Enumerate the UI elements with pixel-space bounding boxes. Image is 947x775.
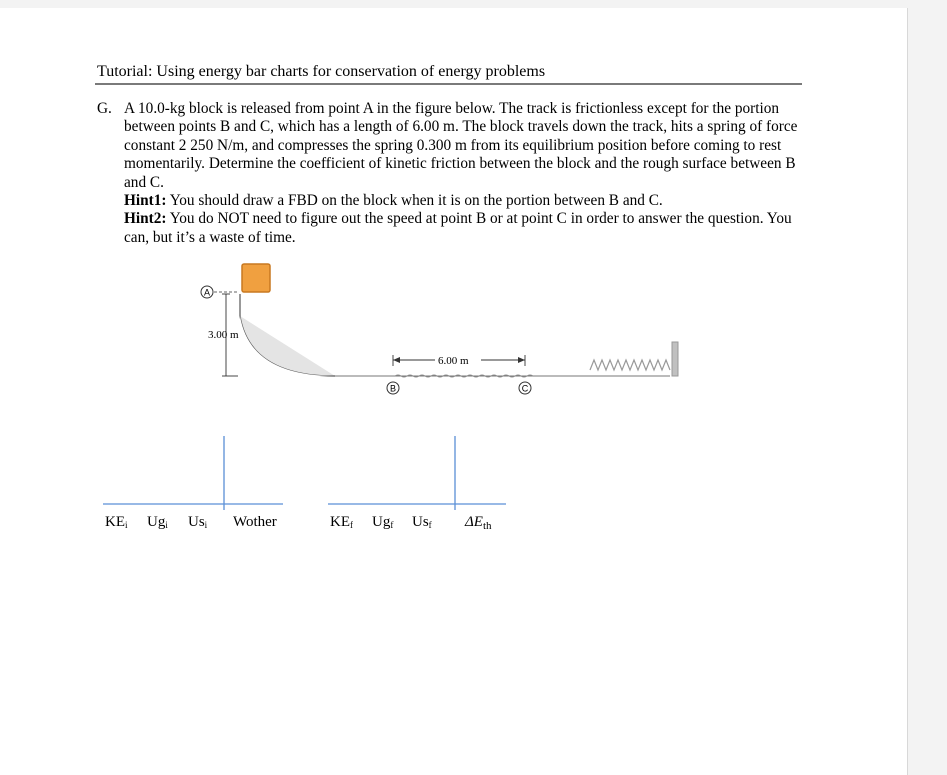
track-figure (180, 258, 700, 408)
hint-2 (124, 210, 807, 247)
hint-1 (124, 192, 807, 210)
spring (590, 360, 670, 370)
block (242, 264, 270, 292)
point-c-label: C (521, 383, 529, 394)
us-final-label: Usf (412, 514, 432, 530)
hint-1-text: You should draw a FBD on the block when it is on the portion between B and C. (166, 192, 663, 210)
hint-2-label: Hint2: (124, 210, 167, 228)
ug-initial-label: Ugi (147, 514, 168, 530)
ke-final-label: KEf (330, 514, 353, 530)
problem-text: A 10.0-kg block is released from point A in the figure below. The track is frictionless except for the portion between points B and C, which has a length of 6.00 m. The block travels down the track, hits a spring of force constant 2 250 N/m, and compresses the spring 0.300 m from its equilibrium position before coming to rest momentarily. Determine the coefficient of kinetic friction between the block and the rough surface between B and C. (124, 100, 798, 191)
ug-final-label: Ugf (372, 514, 394, 530)
height-label: 3.00 m (208, 329, 239, 341)
problem-statement (97, 100, 807, 247)
ke-initial-label: KEi (105, 514, 128, 530)
initial-energy-bar-chart (100, 432, 290, 512)
us-initial-label: Usi (188, 514, 208, 530)
spring-wall (672, 342, 678, 376)
length-label: 6.00 m (438, 355, 469, 367)
hint-1-label: Hint1: (124, 192, 167, 210)
point-b-label: B (389, 383, 397, 394)
hint-2-text: You do NOT need to figure out the speed at point B or at point C in order to answer the question. You can, but it’s a waste of time. (124, 210, 792, 246)
title-underline (95, 83, 802, 85)
final-energy-bar-chart (325, 432, 515, 512)
w-other-label: Wother (233, 514, 277, 530)
delta-e-thermal-label: $\Delta E_{th}$ (465, 514, 492, 532)
point-a-label: A (203, 287, 211, 298)
problem-label: G. (97, 100, 112, 117)
page-title: Tutorial: Using energy bar charts for conservation of energy problems (97, 63, 546, 80)
